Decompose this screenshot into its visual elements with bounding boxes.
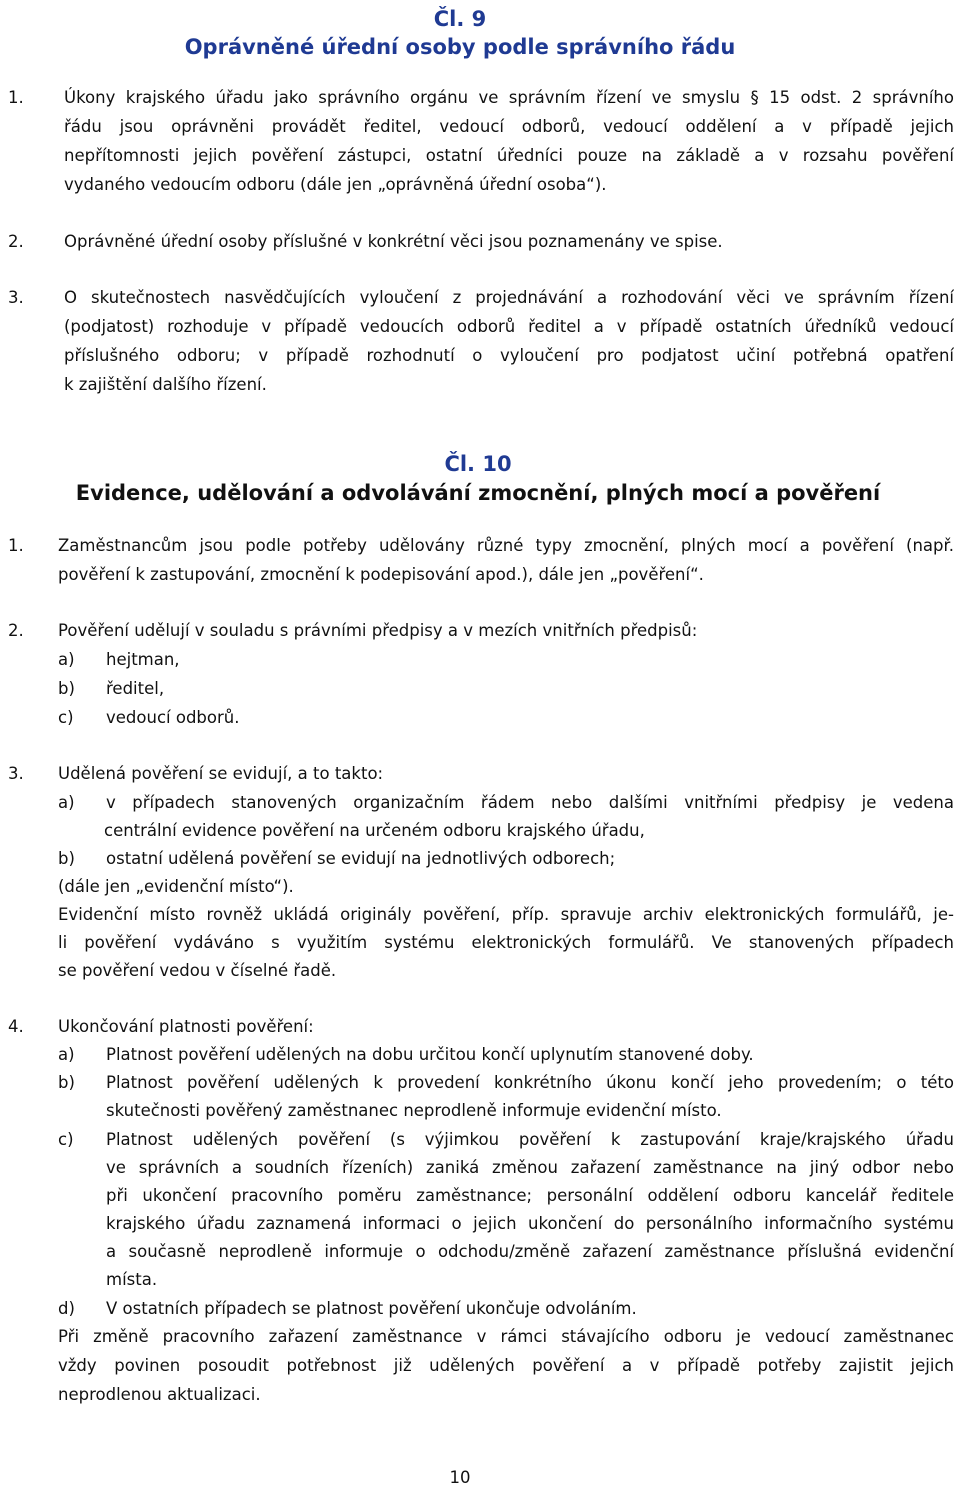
art10-p2-item-a-letter: a): [58, 650, 75, 669]
art9-p3-number: 3.: [8, 288, 24, 307]
art10-p1-number: 1.: [8, 536, 24, 555]
art10-p3-a-line-1: v případech stanovených organizačním řádem nebo dalšími vnitřními předpisy je vedena: [106, 793, 954, 812]
art9-p3-line-1: O skutečnostech nasvědčujících vyloučení z projednávání a rozhodování věci ve správním řízení: [64, 288, 954, 307]
art10-p2-item-c-text: vedoucí odborů.: [106, 708, 240, 727]
article-10-title: Evidence, udělování a odvolávání zmocnění, plných mocí a pověření: [75, 481, 881, 505]
art10-p4-b-letter: b): [58, 1073, 75, 1092]
art10-p4-after-line-1: Při změně pracovního zařazení zaměstnance v rámci stávajícího odboru je vedoucí zaměstnanec: [58, 1327, 954, 1346]
art10-p3-after-line-1: (dále jen „evidenční místo“).: [58, 877, 294, 896]
art10-p3-b-text: ostatní udělená pověření se evidují na jednotlivých odborech;: [106, 849, 616, 868]
art9-p1-number: 1.: [8, 88, 24, 107]
art10-p2-item-b-letter: b): [58, 679, 75, 698]
art10-p3-number: 3.: [8, 764, 24, 783]
art10-p3-text: Udělená pověření se evidují, a to takto:: [58, 764, 384, 783]
art10-p4-b-line-2: skutečnosti pověřený zaměstnanec neprodleně informuje evidenční místo.: [106, 1101, 722, 1120]
art10-p4-text: Ukončování platnosti pověření:: [58, 1017, 314, 1036]
art10-p4-c-line-2: ve správních a soudních řízeních) zaniká změnou zařazení zaměstnance na jiný odbor nebo: [106, 1158, 954, 1177]
art9-p3-line-4: k zajištění dalšího řízení.: [64, 375, 267, 394]
art10-p1-line-1: Zaměstnancům jsou podle potřeby udělovány různé typy zmocnění, plných mocí a pověření (např.: [58, 536, 954, 555]
art10-p4-c-line-3: při ukončení pracovního poměru zaměstnance; personální oddělení odboru kancelář ředitele: [106, 1186, 954, 1205]
art10-p2-item-a-text: hejtman,: [106, 650, 180, 669]
art10-p3-after-line-4: se pověření vedou v číselné řadě.: [58, 961, 337, 980]
article-9-number: Čl. 9: [433, 7, 487, 31]
art10-p4-number: 4.: [8, 1017, 24, 1036]
art10-p4-d-text: V ostatních případech se platnost pověření ukončuje odvoláním.: [106, 1299, 637, 1318]
art10-p2-item-c-letter: c): [58, 708, 74, 727]
art10-p4-b-line-1: Platnost pověření udělených k provedení konkrétního úkonu končí jeho provedením; o této: [106, 1073, 954, 1092]
art9-p1-line-4: vydaného vedoucím odboru (dále jen „oprávněná úřední osoba“).: [64, 175, 607, 194]
art9-p1-line-2: řádu jsou oprávněni provádět ředitel, vedoucí odborů, vedoucí oddělení a v případě jejich: [64, 117, 954, 136]
art9-p3-line-3: příslušného odboru; v případě rozhodnutí o vyloučení pro podjatost učiní potřebná opatření: [64, 346, 954, 365]
art10-p4-after-line-2: vždy povinen posoudit potřebnost již udělených pověření a v případě potřeby zajistit jejich: [58, 1356, 954, 1375]
page-number: 10: [449, 1468, 471, 1487]
art10-p3-a-line-2: centrální evidence pověření na určeném odboru krajského úřadu,: [104, 821, 645, 840]
art10-p3-after-line-3: li pověření vydáváno s využitím systému elektronických formulářů. Ve stanovených případech: [58, 933, 954, 952]
art10-p3-b-letter: b): [58, 849, 75, 868]
article-9-title: Oprávněné úřední osoby podle správního řádu: [184, 35, 736, 59]
art10-p4-d-letter: d): [58, 1299, 75, 1318]
art10-p4-a-letter: a): [58, 1045, 75, 1064]
art10-p3-after-line-2: Evidenční místo rovněž ukládá originály pověření, příp. spravuje archiv elektronických formulářů, je-: [58, 905, 954, 924]
article-10-number: Čl. 10: [444, 452, 512, 476]
art9-p2-text: Oprávněné úřední osoby příslušné v konkrétní věci jsou poznamenány ve spise.: [64, 232, 723, 251]
art10-p2-text: Pověření udělují v souladu s právními předpisy a v mezích vnitřních předpisů:: [58, 621, 698, 640]
art10-p2-number: 2.: [8, 621, 24, 640]
art9-p1-line-1: Úkony krajského úřadu jako správního orgánu ve správním řízení ve smyslu § 15 odst. 2 správního: [64, 88, 954, 107]
art10-p4-c-line-6: místa.: [106, 1270, 158, 1289]
art10-p4-a-text: Platnost pověření udělených na dobu určitou končí uplynutím stanovené doby.: [106, 1045, 754, 1064]
art10-p3-a-letter: a): [58, 793, 75, 812]
art10-p2-item-b-text: ředitel,: [106, 679, 165, 698]
art9-p2-number: 2.: [8, 232, 24, 251]
art10-p1-line-2: pověření k zastupování, zmocnění k podepisování apod.), dále jen „pověření“.: [58, 565, 704, 584]
art9-p3-line-2: (podjatost) rozhoduje v případě vedoucích odborů ředitel a v případě ostatních úředníků vedoucí: [64, 317, 954, 336]
art10-p4-c-line-1: Platnost udělených pověření (s výjimkou pověření k zastupování kraje/krajského úřadu: [106, 1130, 954, 1149]
art10-p4-c-letter: c): [58, 1130, 74, 1149]
art10-p4-c-line-5: a současně neprodleně informuje o odchodu/změně zařazení zaměstnance příslušná evidenční: [106, 1242, 954, 1261]
art9-p1-line-3: nepřítomnosti jejich pověření zástupci, ostatní úředníci pouze na základě a v rozsahu pověření: [64, 146, 954, 165]
art10-p4-c-line-4: krajského úřadu zaznamená informaci o jejich ukončení do personálního informačního systému: [106, 1214, 954, 1233]
art10-p4-after-line-3: neprodlenou aktualizaci.: [58, 1385, 261, 1404]
